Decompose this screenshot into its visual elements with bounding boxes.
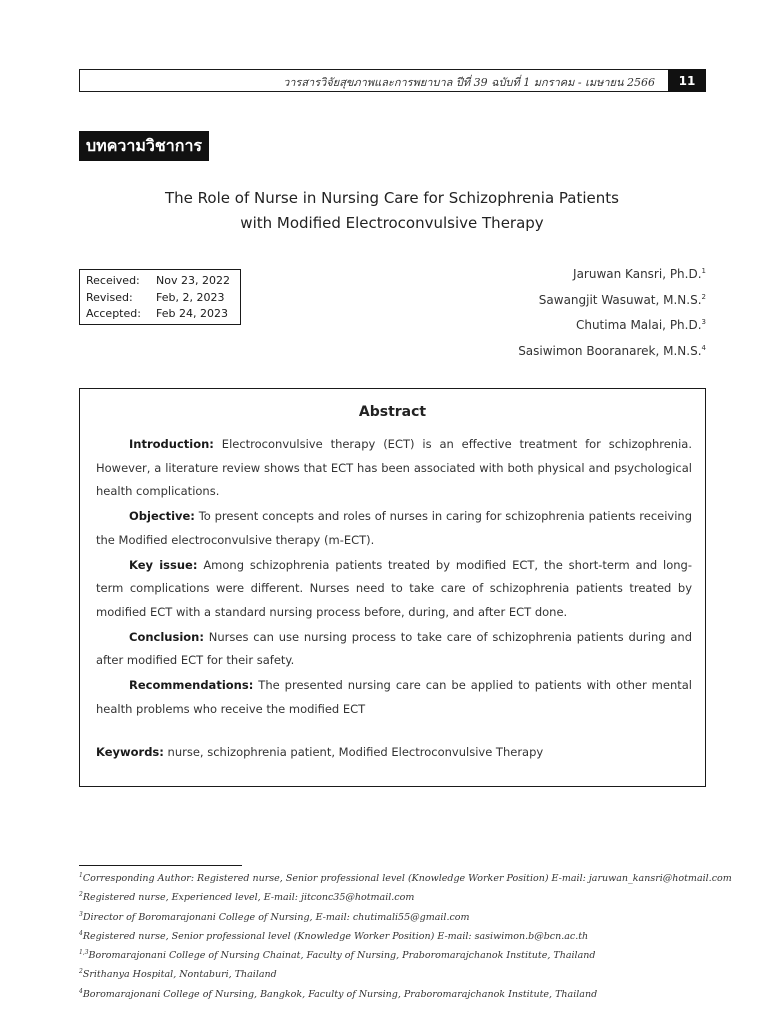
journal-name: วารสารวิจัยสุขภาพและการพยาบาล ปีที่ 39 ฉบับที่ 1 มกราคม - เมษายน 2566 (283, 76, 655, 89)
abstract-box (79, 388, 706, 787)
date-row-received (86, 273, 234, 290)
author (518, 337, 706, 363)
key-issue-text: Among schizophrenia patients treated by modified ECT, the short-term and long-term complications were different. Nurses need to take care of schizophrenia patients treated by modified ECT with a standard nursing process before, during, and after ECT done. (96, 557, 693, 619)
abstract-heading: Abstract (358, 404, 427, 420)
footnote-text: Registered nurse, Experienced level, E-mail: jitconc35@hotmail.com (82, 892, 415, 904)
footnote-divider (79, 865, 242, 866)
date-label: Revised: (86, 290, 133, 304)
abstract-recommendations (96, 674, 692, 721)
date-row-accepted (86, 306, 234, 323)
author-name: Chutima Malai, Ph.D. (575, 318, 702, 332)
keywords-text: nurse, schizophrenia patient, Modified Electroconvulsive Therapy (167, 745, 544, 759)
introduction-label: Introduction: (129, 437, 214, 451)
footnote-mark: 4 (79, 929, 83, 937)
abstract-body (96, 433, 692, 723)
footnotes (79, 868, 732, 1003)
section-label: บทความวิชาการ (79, 131, 209, 161)
page-number: 11 (668, 69, 706, 92)
date-value: Feb 24, 2023 (156, 307, 228, 320)
introduction-text: Electroconvulsive therapy (ECT) is an effective treatment for schizophrenia. However, a literature review shows that ECT has been associated with both physical and psychological health complications. (96, 437, 692, 498)
footnote (79, 868, 732, 887)
date-value: Nov 23, 2022 (156, 274, 230, 287)
recommendations-label: Recommendations: (129, 678, 254, 692)
author (518, 311, 706, 337)
footnote-mark: 2 (79, 968, 83, 976)
running-header (79, 69, 706, 92)
dates-box (79, 269, 241, 325)
author (518, 260, 706, 286)
footnote-text: Corresponding Author: Registered nurse, Senior professional level (Knowledge Worker Position) E-mail: jaruwan_kansri@hotmail.com (82, 873, 732, 884)
footnote (79, 945, 719, 964)
footnote-mark: 3 (79, 910, 83, 918)
footnote (79, 907, 719, 926)
conclusion-label: Conclusion: (129, 629, 204, 644)
abstract-key-issue (96, 554, 692, 625)
footnote-text: Director of Boromarajonani College of Nursing, E-mail: chutimali55@gmail.com (82, 911, 470, 923)
author-mark: 4 (701, 343, 706, 352)
conclusion-text: Nurses can use nursing process to take care of schizophrenia patients during and after modified ECT for their safety. (96, 629, 693, 667)
author-name: Jaruwan Kansri, Ph.D. (573, 267, 702, 281)
abstract-objective (96, 505, 692, 552)
footnote-text: Boromarajonani College of Nursing, Bangkok, Faculty of Nursing, Praboromarajchanok Institute, Thailand (82, 988, 598, 1000)
footnote-text: Srithanya Hospital, Nontaburi, Thailand (82, 969, 277, 981)
footnote-text: Boromarajonani College of Nursing Chainat, Faculty of Nursing, Praboromarajchanok Institute, Thailand (88, 950, 596, 962)
abstract-conclusion (96, 626, 692, 673)
keywords (96, 745, 543, 759)
footnote-mark: 4 (79, 987, 83, 995)
date-row-revised (86, 290, 234, 307)
footnote (79, 887, 719, 906)
objective-text: To present concepts and roles of nurses in caring for schizophrenia patients receiving the Modified electroconvulsive therapy (m-ECT). (96, 509, 693, 547)
author-list (518, 260, 706, 362)
author-mark: 2 (701, 292, 706, 301)
author-name: Sawangjit Wasuwat, M.N.S. (538, 292, 702, 307)
recommendations-text: The presented nursing care can be applied to patients with other mental health problems who receive the modified ECT (96, 678, 692, 716)
key-issue-label: Key issue: (129, 557, 198, 572)
footnote-text: Registered nurse, Senior professional level (Knowledge Worker Position) E-mail: sasiwimon.b@bcn.ac.th (82, 930, 589, 942)
date-value: Feb, 2, 2023 (156, 290, 225, 304)
date-label: Received: (86, 274, 140, 287)
footnote-mark: 2 (79, 891, 83, 899)
footnote (79, 964, 719, 983)
author-mark: 1 (701, 267, 706, 275)
article-title-line-2: with Modified Electroconvulsive Therapy (240, 214, 544, 232)
date-label: Accepted: (86, 307, 141, 320)
author-name: Sasiwimon Booranarek, M.N.S. (518, 343, 702, 358)
keywords-label: Keywords: (96, 745, 164, 759)
author-mark: 3 (701, 318, 706, 326)
article-title-line-1: The Role of Nurse in Nursing Care for Schizophrenia Patients (165, 189, 619, 207)
abstract-introduction (96, 433, 692, 504)
footnote-mark: 1 (79, 872, 83, 879)
footnote-mark: 1,3 (79, 949, 89, 957)
author (518, 286, 706, 312)
footnote (79, 926, 719, 945)
footnote (79, 984, 719, 1003)
objective-label: Objective: (129, 509, 195, 523)
